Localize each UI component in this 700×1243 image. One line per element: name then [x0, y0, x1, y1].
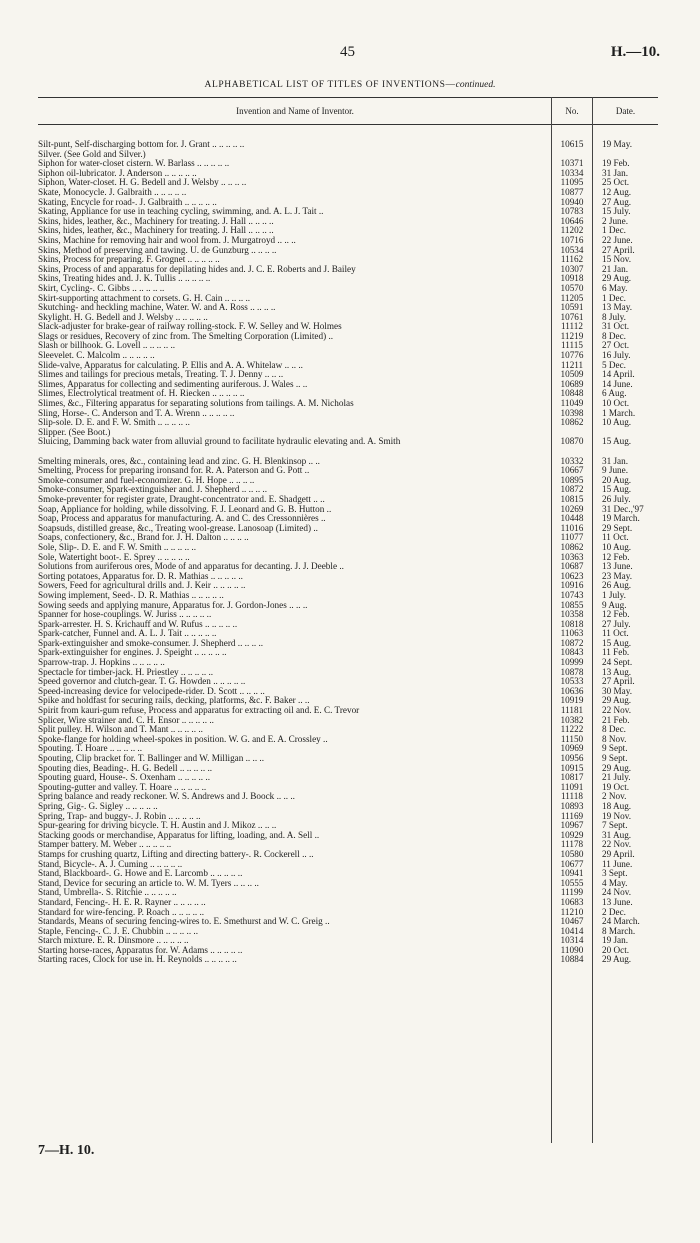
patent-date: 9 Sept. — [602, 743, 628, 754]
invention-title: Smoke-consumer, Spark-extinguisher and. J. Shepherd .. .. .. .. — [38, 485, 268, 495]
invention-title: Silver. (See Gold and Silver.) — [38, 149, 146, 159]
patent-number: 10414 — [560, 925, 584, 936]
patent-date: 13 June. — [602, 561, 633, 572]
inventions-list — [38, 140, 658, 965]
patent-number: 10929 — [560, 829, 584, 840]
invention-title: Skins, Process of and apparatus for depilating hides and. J. C. E. Roberts and J. Bailey — [38, 264, 356, 274]
table-header — [38, 97, 658, 125]
invention-title: Solutions from auriferous ores, Mode of and apparatus for decanting. J. J. Deeble .. — [38, 562, 344, 572]
patent-date: 15 Aug. — [602, 637, 632, 648]
invention-title: Stacking goods or merchandise, Apparatus for lifting, loading, and. A. Sell .. — [38, 830, 320, 840]
patent-date: 13 Aug. — [602, 666, 632, 677]
invention-title: Soap, Appliance for holding, while dissolving. F. J. Leonard and G. B. Hutton .. — [38, 504, 332, 514]
table-row — [38, 437, 658, 456]
invention-title: Skins, hides, leather, &c., Machinery for treating. J. Hall .. .. .. .. — [38, 226, 274, 236]
invention-title: Slide-valve, Apparatus for calculating. P. Ellis and A. A. Whitelaw .. .. .. — [38, 360, 303, 370]
invention-title: Spring, Trap- and buggy-. J. Robin .. .. .. .. .. — [38, 811, 201, 821]
invention-title: Stamper battery. M. Weber .. .. .. .. .. — [38, 840, 172, 850]
invention-title: Soapsuds, distilled grease, &c., Treating wool-grease. Lanosoap (Limited) .. — [38, 523, 318, 533]
patent-number: 10893 — [560, 800, 584, 811]
invention-title: Skins, Treating hides and. J. K. Tullis .. .. .. .. .. — [38, 274, 211, 284]
patent-date: 10 Aug. — [602, 541, 632, 552]
patent-number: 10761 — [560, 311, 584, 322]
patent-date: 27 Oct. — [602, 340, 630, 351]
patent-number: 10877 — [560, 186, 584, 197]
patent-number: 10448 — [560, 513, 584, 524]
patent-date: 30 May. — [602, 685, 633, 696]
patent-number: 11162 — [560, 254, 584, 265]
invention-title: Sleevelet. C. Malcolm .. .. .. .. .. — [38, 351, 155, 361]
invention-title: Spirit from kauri-gum refuse, Process and apparatus for extracting oil and. E. C. Trevor — [38, 706, 360, 716]
patent-date: 26 Aug. — [602, 580, 632, 591]
invention-title: Stand, Device for securing an article to. W. M. Tyers .. .. .. .. — [38, 878, 259, 888]
invention-title: Slip-sole. D. E. and F. W. Smith .. .. .. .. .. — [38, 418, 190, 428]
patent-date: 19 March. — [602, 513, 640, 524]
patent-date: 2 Nov. — [602, 791, 627, 802]
patent-number: 11205 — [560, 292, 584, 303]
patent-number: 11049 — [560, 398, 584, 409]
patent-date: 29 Aug. — [602, 762, 632, 773]
header-number: No. — [565, 106, 579, 116]
header-date: Date. — [615, 106, 636, 116]
invention-title: Spanner for hose-couplings. W. Juriss .. .. .. .. .. — [38, 610, 212, 620]
invention-title: Spring balance and ready reckoner. W. S. Andrews and J. Boock .. .. .. — [38, 792, 295, 802]
invention-title: Standard, Fencing-. H. E. R. Rayner .. .. .. .. .. — [38, 897, 206, 907]
invention-title: Staple, Fencing-. C. J. E. Chubbin .. .. .. .. .. — [38, 926, 199, 936]
header-invention: Invention and Name of Inventor. — [236, 106, 354, 116]
invention-title: Sling, Horse-. C. Anderson and T. A. Wrenn .. .. .. .. .. — [38, 408, 235, 418]
patent-number: 11016 — [560, 522, 584, 533]
patent-date: 27 Aug. — [602, 196, 632, 207]
patent-date: 27 April. — [602, 244, 635, 255]
invention-title: Stand, Umbrella-. S. Ritchie .. .. .. .. .. — [38, 888, 177, 898]
patent-date: 18 Aug. — [602, 800, 632, 811]
patent-date: 4 May. — [602, 877, 628, 888]
invention-title: Spouting-gutter and valley. T. Hoare .. .. .. .. .. — [38, 782, 207, 792]
patent-date: 6 Aug. — [602, 388, 627, 399]
patent-number: 10967 — [560, 820, 584, 831]
patent-date: 24 Nov. — [602, 887, 632, 898]
patent-date: 27 April. — [602, 676, 635, 687]
invention-title: Smelting, Process for preparing ironsand for. R. A. Paterson and G. Pott .. — [38, 466, 310, 476]
patent-date: 13 June. — [602, 896, 633, 907]
patent-date: 22 Nov. — [602, 705, 632, 716]
invention-title: Skutching- and heckling machine, Water. W. and A. Ross .. .. .. .. — [38, 303, 276, 313]
patent-number: 10884 — [560, 954, 584, 965]
invention-title: Spectacle for timber-jack. H. Priestley .. .. .. .. .. — [38, 667, 214, 677]
patent-date: 14 June. — [602, 378, 633, 389]
invention-title: Spark-catcher, Funnel and. A. L. J. Tait .. .. .. .. .. — [38, 629, 217, 639]
patent-number: 10615 — [560, 139, 584, 149]
invention-title: Slash or billhook. G. Lovell .. .. .. .. .. — [38, 341, 176, 351]
invention-title: Spur-gearing for driving bicycle. T. H. Austin and J. Mikoz .. .. .. — [38, 821, 277, 831]
patent-date: 20 Oct. — [602, 944, 630, 955]
patent-date: 1 Dec. — [602, 292, 626, 303]
invention-title: Slack-adjuster for brake-gear of railway rolling-stock. F. W. Selley and W. Holmes — [38, 322, 342, 332]
invention-title: Sorting potatoes, Apparatus for. D. R. Mathias .. .. .. .. .. — [38, 571, 243, 581]
patent-number: 10623 — [560, 570, 584, 581]
invention-title: Smoke-consumer and fuel-economizer. G. H. Hope .. .. .. .. — [38, 475, 255, 485]
patent-number: 10307 — [560, 263, 584, 274]
patent-number: 10334 — [560, 167, 584, 178]
patent-date: 15 Aug. — [602, 436, 632, 447]
patent-date: 13 May. — [602, 302, 633, 313]
patent-date: 19 Nov. — [602, 810, 632, 821]
patent-number: 10872 — [560, 637, 584, 648]
invention-title: Standard for wire-fencing. P. Roach .. .. .. .. .. — [38, 907, 205, 917]
patent-date: 29 Sept. — [602, 522, 633, 533]
patent-number: 10969 — [560, 743, 584, 754]
invention-title: Skirt, Cycling-. C. Gibbs .. .. .. .. .. — [38, 283, 165, 293]
patent-number: 10677 — [560, 858, 584, 869]
invention-title: Spike and holdfast for securing rails, decking, platforms, &c. F. Baker .. .. — [38, 696, 310, 706]
page-number: 45 — [340, 44, 355, 60]
patent-number: 11112 — [561, 321, 583, 332]
patent-date: 8 July. — [602, 311, 626, 322]
patent-number: 10591 — [560, 302, 584, 313]
patent-date: 29 April. — [602, 848, 635, 859]
patent-number: 10878 — [560, 666, 584, 677]
patent-date: 8 Dec. — [602, 330, 626, 341]
patent-number: 11222 — [560, 724, 584, 735]
patent-date: 29 Aug. — [602, 954, 632, 965]
invention-title: Skylight. H. G. Bedell and J. Welsby .. .. .. .. .. — [38, 312, 208, 322]
patent-number: 11219 — [560, 330, 584, 341]
patent-date: 11 June. — [602, 858, 633, 869]
patent-number: 10776 — [560, 350, 584, 361]
patent-date: 7 Sept. — [602, 820, 628, 831]
patent-number: 10941 — [560, 868, 584, 879]
invention-title: Sole, Slip-. D. E. and F. W. Smith .. .. .. .. .. — [38, 542, 197, 552]
patent-date: 12 Aug. — [602, 186, 632, 197]
invention-title: Standards, Means of securing fencing-wires to. E. Smethurst and W. C. Greig .. — [38, 917, 330, 927]
invention-title: Spouting guard, House-. S. Oxenham .. .. .. .. .. — [38, 773, 210, 783]
patent-number: 11090 — [560, 944, 584, 955]
patent-number: 10956 — [560, 753, 584, 763]
patent-number: 10915 — [560, 762, 584, 773]
patent-number: 11063 — [560, 628, 584, 639]
invention-title: Sowing seeds and applying manure, Apparatus for. J. Gordon-Jones .. .. .. — [38, 600, 308, 610]
invention-title: Skins, Process for preparing. F. Grognet .. .. .. .. .. — [38, 255, 220, 265]
invention-title: Siphon, Water-closet. H. G. Bedell and J. Welsby .. .. .. .. — [38, 178, 247, 188]
patent-number: 10667 — [560, 465, 584, 476]
invention-title: Silt-punt, Self-discharging bottom for. J. Grant .. .. .. .. .. — [38, 140, 245, 149]
patent-number: 10815 — [560, 493, 584, 504]
patent-date: 8 Dec. — [602, 724, 626, 735]
patent-number: 10636 — [560, 685, 584, 696]
patent-date: 24 Sept. — [602, 657, 633, 668]
patent-number: 10683 — [560, 896, 584, 907]
invention-title: Starting races, Clock for use in. H. Reynolds .. .. .. .. .. — [38, 955, 237, 965]
invention-title: Slipper. (See Boot.) — [38, 427, 111, 437]
patent-number: 10855 — [560, 599, 584, 610]
patent-number: 10818 — [560, 618, 584, 629]
patent-number: 10687 — [560, 561, 584, 572]
patent-number: 10689 — [560, 378, 584, 389]
patent-date: 1 March. — [602, 407, 636, 418]
patent-date: 14 April. — [602, 369, 635, 380]
invention-title: Stamps for crushing quartz, Lifting and directing battery-. R. Cockerell .. .. — [38, 849, 314, 859]
patent-date: 31 Jan. — [602, 167, 629, 178]
patent-number: 10862 — [560, 541, 584, 552]
patent-number: 10555 — [560, 877, 584, 888]
patent-number: 11199 — [560, 887, 584, 898]
patent-number: 10817 — [560, 772, 584, 783]
patent-date: 9 Sept. — [602, 753, 628, 763]
patent-date: 31 Oct. — [602, 321, 630, 332]
patent-date: 19 Feb. — [602, 158, 630, 169]
patent-date: 29 Aug. — [602, 273, 632, 284]
patent-date: 1 July. — [602, 589, 626, 600]
patent-number: 10382 — [560, 714, 584, 725]
patent-number: 10533 — [560, 676, 584, 687]
invention-title: Spark-extinguisher for engines. J. Speight .. .. .. .. .. — [38, 648, 227, 658]
invention-title: Sluicing, Damming back water from alluvial ground to facilitate hydraulic elevating and. A. Smith — [38, 437, 401, 447]
patent-date: 11 Feb. — [602, 647, 630, 658]
patent-date: 15 Nov. — [602, 254, 632, 265]
patent-date: 26 July. — [602, 493, 631, 504]
patent-date: 19 Jan. — [602, 935, 629, 946]
invention-title: Slimes, Apparatus for collecting and sedimenting auriferous. J. Wales .. .. — [38, 379, 308, 389]
invention-title: Spark-extinguisher and smoke-consumer. J. Shepherd .. .. .. .. — [38, 638, 264, 648]
invention-title: Smelting minerals, ores, &c., containing lead and zinc. G. H. Blenkinsop .. .. — [38, 456, 320, 466]
patent-number: 10580 — [560, 848, 584, 859]
invention-title: Sowers, Feed for agricultural drills and. J. Keir .. .. .. .. .. — [38, 581, 246, 591]
patent-date: 3 Sept. — [602, 868, 628, 879]
patent-number: 10716 — [560, 234, 584, 245]
invention-title: Spouting, Clip bracket for. T. Ballinger and W. Milligan .. .. .. — [38, 754, 265, 763]
patent-date: 5 Dec. — [602, 359, 626, 370]
patent-date: 29 Aug. — [602, 695, 632, 706]
invention-title: Slimes, Electrolytical treatment of. H. Riecken .. .. .. .. .. — [38, 389, 245, 399]
invention-title: Starch mixture. E. R. Dinsmore .. .. .. .. .. — [38, 936, 189, 946]
patent-number: 10363 — [560, 551, 584, 562]
page-title — [0, 80, 700, 90]
patent-number: 11077 — [560, 532, 584, 543]
patent-date: 21 July. — [602, 772, 631, 783]
patent-date: 24 March. — [602, 916, 640, 927]
invention-title: Spouting dies, Beading-. H. G. Bedell .. .. .. .. .. — [38, 763, 213, 773]
patent-number: 10895 — [560, 474, 584, 485]
patent-date: 22 June. — [602, 234, 633, 245]
patent-number: 10870 — [560, 436, 584, 447]
patent-date: 15 July. — [602, 206, 631, 217]
patent-number: 10332 — [560, 455, 584, 466]
patent-number: 11118 — [561, 791, 583, 802]
patent-date: 9 Aug. — [602, 599, 627, 610]
patent-number: 10509 — [560, 369, 584, 380]
patent-number: 10919 — [560, 695, 584, 706]
invention-title: Skate, Monocycle. J. Galbraith .. .. .. .. .. — [38, 187, 187, 197]
patent-date: 1 Dec. — [602, 225, 626, 236]
footer-signature: 7—H. 10. — [38, 1143, 95, 1158]
invention-title: Spring, Gig-. G. Sigley .. .. .. .. .. — [38, 801, 158, 811]
invention-title: Slimes and tailings for precious metals, Treating. T. J. Denny .. .. .. — [38, 370, 284, 380]
invention-title: Soap, Process and apparatus for manufacturing. A. and C. des Cressonnières .. — [38, 514, 326, 524]
invention-title: Skating, Appliance for use in teaching cycling, swimming, and. A. L. J. Tait .. — [38, 207, 324, 217]
invention-title: Skins, hides, leather, &c., Machinery for treating. J. Hall .. .. .. .. — [38, 216, 274, 226]
patent-date: 6 May. — [602, 282, 628, 293]
patent-date: 12 Feb. — [602, 609, 630, 620]
invention-title: Skirt-supporting attachment to corsets. G. H. Cain .. .. .. .. — [38, 293, 251, 303]
patent-number: 10314 — [560, 935, 584, 946]
patent-number: 11211 — [560, 359, 584, 370]
patent-number: 10743 — [560, 589, 584, 600]
patent-date: 21 Jan. — [602, 263, 629, 274]
patent-number: 10843 — [560, 647, 584, 658]
invention-title: Siphon for water-closet cistern. W. Barlass .. .. .. .. .. — [38, 159, 230, 169]
invention-title: Slimes, &c., Filtering apparatus for separating solutions from tailings. A. M. Nicholas — [38, 399, 354, 409]
patent-number: 11178 — [560, 839, 584, 850]
patent-number: 11150 — [560, 733, 584, 744]
patent-date: 19 May. — [602, 139, 633, 149]
patent-date: 31 Dec.,'97 — [602, 503, 644, 514]
patent-number: 10534 — [560, 244, 584, 255]
patent-date: 2 Dec. — [602, 906, 626, 917]
patent-number: 10940 — [560, 196, 584, 207]
patent-number: 10398 — [560, 407, 584, 418]
patent-date: 19 Oct. — [602, 781, 630, 792]
patent-number: 11210 — [560, 906, 584, 917]
invention-title: Starting horse-races, Apparatus for. W. Adams .. .. .. .. .. — [38, 945, 243, 955]
patent-date: 10 Aug. — [602, 417, 632, 428]
patent-date: 20 Aug. — [602, 474, 632, 485]
patent-number: 11181 — [560, 705, 584, 716]
patent-date: 16 July. — [602, 350, 631, 361]
title-continued: continued. — [455, 80, 496, 90]
patent-date: 2 June. — [602, 215, 629, 226]
invention-title: Siphon oil-lubricator. J. Anderson .. .. .. .. .. — [38, 168, 197, 178]
invention-title: Spark-arrester. H. S. Krichauff and W. Rufus .. .. .. .. .. — [38, 619, 238, 629]
invention-title: Spoke-flange for holding wheel-spokes in position. W. G. and E. A. Crossley .. — [38, 734, 328, 744]
invention-title: Stand, Blackboard-. G. Howe and E. Larcomb .. .. .. .. .. — [38, 869, 243, 879]
patent-number: 11091 — [560, 781, 584, 792]
invention-title: Slags or residues, Recovery of zinc from. The Smelting Corporation (Limited) .. — [38, 331, 334, 341]
patent-date: 31 Aug. — [602, 829, 632, 840]
patent-date: 25 Oct. — [602, 177, 630, 188]
table-row — [38, 140, 658, 150]
invention-title: Splicer, Wire strainer and. C. H. Ensor .. .. .. .. .. — [38, 715, 214, 725]
patent-number: 10916 — [560, 580, 584, 591]
page-reference: H.—10. — [610, 44, 660, 60]
patent-date: 31 Jan. — [602, 455, 629, 466]
patent-number: 10570 — [560, 282, 584, 293]
invention-title: Skating, Encycle for road-. J. Galbraith .. .. .. .. .. — [38, 197, 217, 207]
invention-title: Speed-increasing device for velocipede-rider. D. Scott .. .. .. .. — [38, 686, 265, 696]
patent-date: 9 June. — [602, 465, 629, 476]
patent-number: 10783 — [560, 206, 584, 217]
patent-number: 10269 — [560, 503, 584, 514]
patent-number: 10358 — [560, 609, 584, 620]
patent-number: 11115 — [561, 340, 583, 351]
invention-title: Sowing implement, Seed-. D. R. Mathias .. .. .. .. .. — [38, 590, 224, 600]
patent-date: 22 Nov. — [602, 839, 632, 850]
table-row — [38, 955, 658, 965]
patent-number: 11169 — [560, 810, 584, 821]
table-row — [38, 418, 658, 428]
invention-title: Spouting. T. Hoare .. .. .. .. .. — [38, 744, 143, 754]
patent-number: 10999 — [560, 657, 584, 668]
patent-date: 11 Oct. — [602, 532, 629, 543]
invention-title: Smoke-preventer for register grate, Draught-concentrator and. E. Shadgett .. .. — [38, 494, 325, 504]
patent-date: 27 July. — [602, 618, 631, 629]
title-main: ALPHABETICAL LIST OF TITLES OF INVENTIONS— — [204, 80, 456, 90]
invention-title: Stand, Bicycle-. A. J. Cuming .. .. .. .. .. — [38, 859, 183, 869]
patent-number: 10646 — [560, 215, 584, 226]
patent-date: 21 Feb. — [602, 714, 630, 725]
patent-date: 11 Oct. — [602, 628, 629, 639]
invention-title: Soaps, confectionery, &c., Brand for. J. H. Dalton .. .. .. .. — [38, 533, 249, 543]
patent-number: 11202 — [560, 225, 584, 236]
patent-number: 10467 — [560, 916, 584, 927]
invention-title: Skins, Machine for removing hair and wool from. J. Murgatroyd .. .. .. — [38, 235, 296, 245]
invention-title: Speed governor and clutch-gear. T. G. Howden .. .. .. .. .. — [38, 677, 246, 687]
patent-date: 23 May. — [602, 570, 633, 581]
invention-title: Split pulley. H. Wilson and T. Mant .. .. .. .. .. — [38, 725, 203, 735]
patent-date: 8 Nov. — [602, 733, 627, 744]
patent-date: 12 Feb. — [602, 551, 630, 562]
invention-title: Sole, Watertight boot-. E. Sprey .. .. .. .. .. — [38, 552, 190, 562]
patent-number: 11095 — [560, 177, 584, 188]
patent-date: 8 March. — [602, 925, 636, 936]
patent-number: 10371 — [560, 158, 584, 169]
invention-title: Skins, Method of preserving and tawing. U. de Gunzburg .. .. .. .. — [38, 245, 277, 255]
patent-number: 10848 — [560, 388, 584, 399]
patent-date: 10 Oct. — [602, 398, 630, 409]
patent-number: 10872 — [560, 484, 584, 495]
patent-number: 10918 — [560, 273, 584, 284]
invention-title: Sparrow-trap. J. Hopkins .. .. .. .. .. — [38, 658, 165, 668]
patent-date: 15 Aug. — [602, 484, 632, 495]
patent-number: 10862 — [560, 417, 584, 428]
